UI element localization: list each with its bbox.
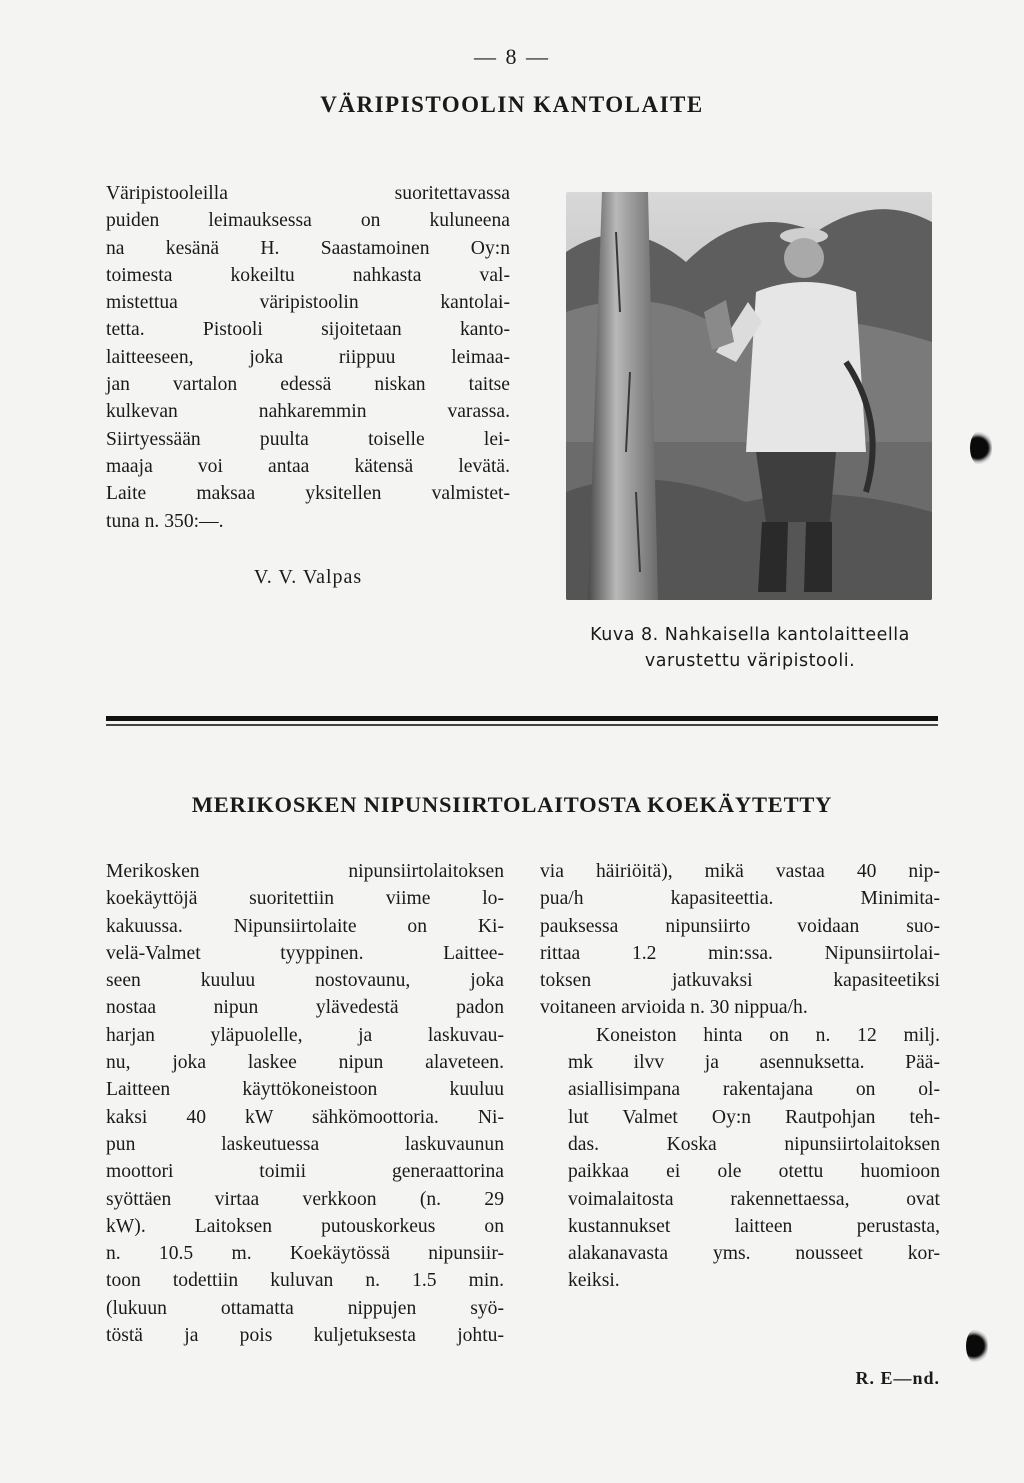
- text-line: toon todettiin kuluvan n. 1.5 min.: [106, 1270, 504, 1292]
- binding-hole-mark: [966, 1328, 988, 1364]
- text-line: jan vartalon edessä niskan taitse: [106, 374, 510, 396]
- text-line: Laitteen käyttökoneistoon kuuluu: [106, 1079, 504, 1101]
- article-1-author: V. V. Valpas: [253, 566, 363, 588]
- text-line: na kesänä H. Saastamoinen Oy:n: [106, 237, 510, 259]
- text-line: alakanavasta yms. nousseet kor-: [568, 1243, 940, 1265]
- section-divider-thin: [106, 724, 938, 726]
- text-line: rittaa 1.2 min:ssa. Nipunsiirtolai-: [540, 942, 940, 964]
- text-line: Merikosken nipunsiirtolaitoksen: [106, 861, 504, 882]
- text-line: pun laskeutuessa laskuvaunun: [106, 1133, 504, 1155]
- text-line: mk ilvv ja asennuksetta. Pää-: [568, 1052, 940, 1074]
- text-line: nostaa nipun ylävedestä padon: [106, 997, 504, 1019]
- text-line: keiksi.: [568, 1270, 620, 1292]
- article-2-signature: R. E—nd.: [855, 1368, 940, 1388]
- text-line: nu, joka laskee nipun alaveteen.: [106, 1052, 504, 1074]
- photo-caption: [540, 622, 960, 674]
- text-line: voitaneen arvioida n. 30 nippua/h.: [540, 997, 808, 1019]
- text-line: kakuussa. Nipunsiirtolaite on Ki-: [106, 915, 504, 937]
- text-line: syöttäen virtaa verkkoon (n. 29: [106, 1188, 504, 1210]
- binding-hole-mark: [970, 430, 992, 466]
- text-line: puiden leimauksessa on kuluneena: [106, 210, 510, 232]
- text-line: maaja voi antaa kätensä levätä.: [106, 455, 510, 477]
- text-line: pauksessa nipunsiirto voidaan suo-: [540, 915, 940, 937]
- text-line: kaksi 40 kW sähkömoottoria. Ni-: [106, 1106, 504, 1128]
- text-line: tetta. Pistooli sijoitetaan kanto-: [106, 319, 510, 341]
- text-line: Siirtyessään puulta toiselle lei-: [106, 428, 510, 450]
- text-line: Koneiston hinta on n. 12 milj.: [596, 1024, 940, 1046]
- article-1-body: [106, 180, 510, 535]
- text-line: moottori toimii generaattorina: [106, 1161, 504, 1183]
- text-line: seen kuuluu nostovaunu, joka: [106, 970, 504, 992]
- text-line: Laite maksaa yksitellen valmistet-: [106, 483, 510, 505]
- section-divider: [106, 716, 938, 721]
- text-line: kW). Laitoksen putouskorkeus on: [106, 1215, 504, 1237]
- text-line: kustannukset laitteen perustasta,: [568, 1215, 940, 1237]
- text-line: voimalaitosta rakennettaessa, ovat: [568, 1188, 940, 1210]
- caption-line: varustettu väripistooli.: [644, 651, 856, 671]
- text-line: laitteeseen, joka riippuu leimaa-: [106, 346, 510, 368]
- text-line: tuna n. 350:—.: [106, 510, 224, 532]
- text-line: harjan yläpuolelle, ja laskuvau-: [106, 1024, 504, 1046]
- caption-line: Kuva 8. Nahkaisella kantolaitteella: [590, 625, 910, 645]
- text-line: toimesta kokeiltu nahkasta val-: [106, 264, 510, 286]
- text-line: pua/h kapasiteettia. Minimita-: [540, 888, 940, 910]
- text-line: asiallisimpana rakentajana on ol-: [568, 1079, 940, 1101]
- article-2-column-1: [106, 858, 504, 1349]
- text-line: koekäyttöjä suoritettiin viime lo-: [106, 888, 504, 910]
- text-line: n. 10.5 m. Koekäytössä nipunsiir-: [106, 1243, 504, 1265]
- photo-image: [566, 192, 932, 600]
- text-line: (lukuun ottamatta nippujen syö-: [106, 1297, 504, 1319]
- article-2-title: MERIKOSKEN NIPUNSIIRTOLAITOSTA KOEKÄYTETTY: [191, 792, 833, 817]
- text-line: toksen jatkuvaksi kapasiteetiksi: [540, 970, 940, 992]
- article-1-title: VÄRIPISTOOLIN KANTOLAITE: [320, 92, 704, 117]
- text-line: paikkaa ei ole otettu huomioon: [568, 1161, 940, 1183]
- text-line: via häiriöitä), mikä vastaa 40 nip-: [540, 861, 940, 882]
- text-line: Väripistooleilla suoritettavassa: [106, 183, 510, 204]
- text-line: mistettua väripistoolin kantolai-: [106, 292, 510, 314]
- page-number: — 8 —: [474, 44, 550, 69]
- text-line: kulkevan nahkaremmin varassa.: [106, 401, 510, 423]
- article-2-column-2: [540, 858, 940, 1295]
- text-line: lut Valmet Oy:n Rautpohjan teh-: [568, 1106, 940, 1128]
- text-line: velä-Valmet tyyppinen. Laittee-: [106, 942, 504, 964]
- text-line: das. Koska nipunsiirtolaitoksen: [568, 1133, 940, 1155]
- text-line: töstä ja pois kuljetuksesta johtu-: [106, 1325, 504, 1347]
- photo-man-with-spray-gun: [566, 192, 932, 600]
